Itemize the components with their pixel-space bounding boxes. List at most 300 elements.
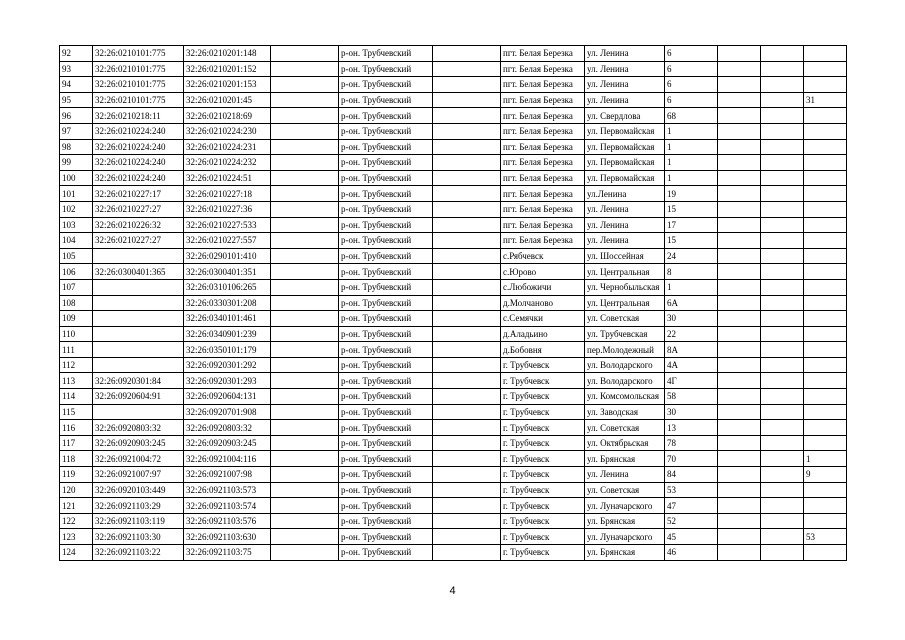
cadastral-number-cell: 32:26:0921103:573 — [184, 482, 271, 498]
previous-cadastral-number-cell: 32:26:0210101:775 — [93, 92, 184, 108]
house-number-cell: 24 — [665, 248, 718, 264]
blank-cell — [433, 123, 501, 139]
blank-cell — [761, 186, 804, 202]
number-cell — [804, 311, 847, 327]
blank-cell — [718, 264, 761, 280]
row-number-cell: 111 — [60, 342, 93, 358]
blank-cell — [433, 201, 501, 217]
blank-cell — [433, 248, 501, 264]
table-row — [60, 513, 847, 529]
previous-cadastral-number-cell: 32:26:0921103:29 — [93, 498, 184, 514]
locality-cell: д.Молчаново — [501, 295, 585, 311]
row-number-cell: 109 — [60, 311, 93, 327]
blank-cell — [433, 420, 501, 436]
district-cell: р-он. Трубчевский — [339, 311, 433, 327]
table-row — [60, 342, 847, 358]
street-cell: ул. Заводская — [585, 404, 665, 420]
cadastral-number-cell: 32:26:0210224:231 — [184, 139, 271, 155]
number-cell — [804, 186, 847, 202]
page-number: 4 — [449, 585, 456, 597]
locality-cell: пгт. Белая Березка — [501, 201, 585, 217]
number-cell — [804, 201, 847, 217]
house-number-cell: 78 — [665, 435, 718, 451]
number-cell — [804, 77, 847, 93]
district-cell: р-он. Трубчевский — [339, 61, 433, 77]
blank-cell — [433, 92, 501, 108]
blank-cell — [761, 513, 804, 529]
blank-cell — [761, 451, 804, 467]
street-cell: ул. Центральная — [585, 295, 665, 311]
row-number-cell: 98 — [60, 139, 93, 155]
street-cell: ул. Первомайская — [585, 155, 665, 171]
table-row — [60, 123, 847, 139]
district-cell: р-он. Трубчевский — [339, 201, 433, 217]
number-cell — [804, 545, 847, 561]
blank-cell — [718, 92, 761, 108]
number-cell — [804, 498, 847, 514]
blank-cell — [761, 435, 804, 451]
blank-cell — [718, 233, 761, 249]
district-cell: р-он. Трубчевский — [339, 545, 433, 561]
cadastral-number-cell: 32:26:0210201:45 — [184, 92, 271, 108]
blank-cell — [271, 264, 339, 280]
blank-cell — [761, 123, 804, 139]
locality-cell: пгт. Белая Березка — [501, 77, 585, 93]
blank-cell — [433, 326, 501, 342]
district-cell: р-он. Трубчевский — [339, 233, 433, 249]
number-cell — [804, 139, 847, 155]
blank-cell — [718, 46, 761, 62]
locality-cell: пгт. Белая Березка — [501, 217, 585, 233]
locality-cell: г. Трубчевск — [501, 529, 585, 545]
locality-cell: пгт. Белая Березка — [501, 123, 585, 139]
locality-cell: г. Трубчевск — [501, 435, 585, 451]
locality-cell: пгт. Белая Березка — [501, 233, 585, 249]
district-cell: р-он. Трубчевский — [339, 186, 433, 202]
number-cell — [804, 389, 847, 405]
blank-cell — [761, 61, 804, 77]
row-number-cell: 105 — [60, 248, 93, 264]
blank-cell — [718, 482, 761, 498]
district-cell: р-он. Трубчевский — [339, 467, 433, 483]
street-cell: ул. Советская — [585, 482, 665, 498]
street-cell: ул. Ленина — [585, 467, 665, 483]
locality-cell: с.Рябчевск — [501, 248, 585, 264]
house-number-cell: 30 — [665, 404, 718, 420]
blank-cell — [433, 451, 501, 467]
blank-cell — [271, 155, 339, 171]
blank-cell — [271, 545, 339, 561]
blank-cell — [718, 529, 761, 545]
table-row — [60, 389, 847, 405]
table-row — [60, 545, 847, 561]
blank-cell — [433, 373, 501, 389]
blank-cell — [718, 77, 761, 93]
table-row — [60, 295, 847, 311]
blank-cell — [271, 108, 339, 124]
house-number-cell: 8 — [665, 264, 718, 280]
row-number-cell: 94 — [60, 77, 93, 93]
house-number-cell: 58 — [665, 389, 718, 405]
table-row — [60, 233, 847, 249]
house-number-cell: 8А — [665, 342, 718, 358]
blank-cell — [433, 61, 501, 77]
house-number-cell: 15 — [665, 233, 718, 249]
blank-cell — [761, 201, 804, 217]
row-number-cell: 113 — [60, 373, 93, 389]
street-cell: ул.Ленина — [585, 186, 665, 202]
blank-cell — [761, 77, 804, 93]
number-cell — [804, 435, 847, 451]
blank-cell — [271, 170, 339, 186]
street-cell: ул. Брянская — [585, 451, 665, 467]
street-cell: ул. Советская — [585, 420, 665, 436]
blank-cell — [761, 139, 804, 155]
street-cell: ул. Чернобыльская — [585, 279, 665, 295]
street-cell: ул. Первомайская — [585, 139, 665, 155]
blank-cell — [761, 46, 804, 62]
blank-cell — [761, 482, 804, 498]
number-cell — [804, 373, 847, 389]
cadastral-number-cell: 32:26:0210201:148 — [184, 46, 271, 62]
locality-cell: с.Любожичи — [501, 279, 585, 295]
blank-cell — [761, 420, 804, 436]
blank-cell — [761, 342, 804, 358]
street-cell: ул. Комсомольская — [585, 389, 665, 405]
previous-cadastral-number-cell: 32:26:0300401:365 — [93, 264, 184, 280]
number-cell — [804, 279, 847, 295]
house-number-cell: 68 — [665, 108, 718, 124]
blank-cell — [761, 357, 804, 373]
blank-cell — [761, 233, 804, 249]
blank-cell — [761, 467, 804, 483]
previous-cadastral-number-cell: 32:26:0210224:240 — [93, 123, 184, 139]
number-cell — [804, 264, 847, 280]
district-cell: р-он. Трубчевский — [339, 482, 433, 498]
cadastral-number-cell: 32:26:0210227:533 — [184, 217, 271, 233]
previous-cadastral-number-cell: 32:26:0920103:449 — [93, 482, 184, 498]
house-number-cell: 6 — [665, 61, 718, 77]
table-row — [60, 498, 847, 514]
district-cell: р-он. Трубчевский — [339, 357, 433, 373]
house-number-cell: 52 — [665, 513, 718, 529]
blank-cell — [433, 155, 501, 171]
house-number-cell: 45 — [665, 529, 718, 545]
number-cell — [804, 326, 847, 342]
blank-cell — [761, 155, 804, 171]
district-cell: р-он. Трубчевский — [339, 123, 433, 139]
cadastral-number-cell: 32:26:0340101:461 — [184, 311, 271, 327]
cadastral-number-cell: 32:26:0920301:292 — [184, 357, 271, 373]
cadastral-number-cell: 32:26:0350101:179 — [184, 342, 271, 358]
blank-cell — [271, 357, 339, 373]
cadastral-number-cell: 32:26:0340901:239 — [184, 326, 271, 342]
property-table — [59, 45, 847, 561]
table-row — [60, 186, 847, 202]
house-number-cell: 1 — [665, 155, 718, 171]
previous-cadastral-number-cell — [93, 295, 184, 311]
number-cell — [804, 342, 847, 358]
blank-cell — [433, 264, 501, 280]
blank-cell — [271, 404, 339, 420]
locality-cell: пгт. Белая Березка — [501, 186, 585, 202]
cadastral-number-cell: 32:26:0210227:36 — [184, 201, 271, 217]
house-number-cell: 84 — [665, 467, 718, 483]
previous-cadastral-number-cell — [93, 342, 184, 358]
row-number-cell: 112 — [60, 357, 93, 373]
number-cell — [804, 248, 847, 264]
row-number-cell: 116 — [60, 420, 93, 436]
number-cell — [804, 217, 847, 233]
row-number-cell: 107 — [60, 279, 93, 295]
locality-cell: пгт. Белая Березка — [501, 155, 585, 171]
house-number-cell: 30 — [665, 311, 718, 327]
cadastral-number-cell: 32:26:0921103:75 — [184, 545, 271, 561]
previous-cadastral-number-cell: 32:26:0210101:775 — [93, 61, 184, 77]
blank-cell — [718, 357, 761, 373]
number-cell — [804, 513, 847, 529]
blank-cell — [433, 46, 501, 62]
blank-cell — [761, 279, 804, 295]
street-cell: ул. Ленина — [585, 46, 665, 62]
blank-cell — [718, 170, 761, 186]
district-cell: р-он. Трубчевский — [339, 451, 433, 467]
district-cell: р-он. Трубчевский — [339, 77, 433, 93]
blank-cell — [433, 389, 501, 405]
previous-cadastral-number-cell: 32:26:0920903:245 — [93, 435, 184, 451]
previous-cadastral-number-cell — [93, 404, 184, 420]
street-cell: пер.Молодежный — [585, 342, 665, 358]
cadastral-number-cell: 32:26:0921007:98 — [184, 467, 271, 483]
number-cell — [804, 482, 847, 498]
blank-cell — [271, 311, 339, 327]
row-number-cell: 97 — [60, 123, 93, 139]
table-row — [60, 311, 847, 327]
blank-cell — [433, 295, 501, 311]
table-row — [60, 264, 847, 280]
number-cell — [804, 46, 847, 62]
previous-cadastral-number-cell: 32:26:0921007:97 — [93, 467, 184, 483]
table-body — [60, 46, 847, 561]
cadastral-number-cell: 32:26:0300401:351 — [184, 264, 271, 280]
table-row — [60, 108, 847, 124]
blank-cell — [433, 186, 501, 202]
street-cell: ул. Ленина — [585, 217, 665, 233]
blank-cell — [718, 451, 761, 467]
blank-cell — [271, 451, 339, 467]
blank-cell — [271, 139, 339, 155]
blank-cell — [761, 326, 804, 342]
cadastral-number-cell: 32:26:0210227:18 — [184, 186, 271, 202]
cadastral-number-cell: 32:26:0920301:293 — [184, 373, 271, 389]
district-cell: р-он. Трубчевский — [339, 373, 433, 389]
blank-cell — [718, 295, 761, 311]
blank-cell — [271, 326, 339, 342]
table-row — [60, 92, 847, 108]
blank-cell — [271, 233, 339, 249]
cadastral-number-cell: 32:26:0210224:230 — [184, 123, 271, 139]
table-row — [60, 326, 847, 342]
street-cell: ул. Шоссейная — [585, 248, 665, 264]
blank-cell — [718, 420, 761, 436]
blank-cell — [433, 139, 501, 155]
cadastral-number-cell: 32:26:0920604:131 — [184, 389, 271, 405]
district-cell: р-он. Трубчевский — [339, 529, 433, 545]
district-cell: р-он. Трубчевский — [339, 46, 433, 62]
row-number-cell: 119 — [60, 467, 93, 483]
cadastral-number-cell: 32:26:0290101:410 — [184, 248, 271, 264]
previous-cadastral-number-cell: 32:26:0920604:91 — [93, 389, 184, 405]
locality-cell: пгт. Белая Березка — [501, 170, 585, 186]
blank-cell — [433, 77, 501, 93]
blank-cell — [433, 482, 501, 498]
previous-cadastral-number-cell: 32:26:0210227:17 — [93, 186, 184, 202]
table-row — [60, 404, 847, 420]
district-cell: р-он. Трубчевский — [339, 389, 433, 405]
number-cell — [804, 295, 847, 311]
row-number-cell: 122 — [60, 513, 93, 529]
blank-cell — [718, 373, 761, 389]
row-number-cell: 120 — [60, 482, 93, 498]
previous-cadastral-number-cell — [93, 311, 184, 327]
previous-cadastral-number-cell: 32:26:0921103:30 — [93, 529, 184, 545]
number-cell: 1 — [804, 451, 847, 467]
table-row — [60, 279, 847, 295]
blank-cell — [718, 404, 761, 420]
street-cell: ул. Брянская — [585, 513, 665, 529]
district-cell: р-он. Трубчевский — [339, 248, 433, 264]
locality-cell: с.Юрово — [501, 264, 585, 280]
locality-cell: с.Семячки — [501, 311, 585, 327]
cadastral-number-cell: 32:26:0921004:116 — [184, 451, 271, 467]
locality-cell: г. Трубчевск — [501, 404, 585, 420]
number-cell: 53 — [804, 529, 847, 545]
house-number-cell: 15 — [665, 201, 718, 217]
previous-cadastral-number-cell: 32:26:0210227:27 — [93, 201, 184, 217]
previous-cadastral-number-cell — [93, 357, 184, 373]
locality-cell: г. Трубчевск — [501, 467, 585, 483]
blank-cell — [718, 342, 761, 358]
street-cell: ул. Центральная — [585, 264, 665, 280]
blank-cell — [433, 279, 501, 295]
blank-cell — [718, 217, 761, 233]
table-row — [60, 482, 847, 498]
row-number-cell: 99 — [60, 155, 93, 171]
blank-cell — [761, 529, 804, 545]
previous-cadastral-number-cell: 32:26:0921103:119 — [93, 513, 184, 529]
locality-cell: г. Трубчевск — [501, 389, 585, 405]
district-cell: р-он. Трубчевский — [339, 295, 433, 311]
table-row — [60, 451, 847, 467]
house-number-cell: 53 — [665, 482, 718, 498]
street-cell: ул. Первомайская — [585, 170, 665, 186]
blank-cell — [433, 513, 501, 529]
locality-cell: г. Трубчевск — [501, 545, 585, 561]
blank-cell — [718, 248, 761, 264]
row-number-cell: 118 — [60, 451, 93, 467]
table-row — [60, 46, 847, 62]
house-number-cell: 17 — [665, 217, 718, 233]
row-number-cell: 96 — [60, 108, 93, 124]
district-cell: р-он. Трубчевский — [339, 170, 433, 186]
blank-cell — [433, 233, 501, 249]
blank-cell — [761, 404, 804, 420]
blank-cell — [271, 248, 339, 264]
locality-cell: пгт. Белая Березка — [501, 61, 585, 77]
locality-cell: г. Трубчевск — [501, 420, 585, 436]
number-cell — [804, 170, 847, 186]
row-number-cell: 100 — [60, 170, 93, 186]
blank-cell — [718, 61, 761, 77]
blank-cell — [718, 155, 761, 171]
district-cell: р-он. Трубчевский — [339, 404, 433, 420]
cadastral-number-cell: 32:26:0920903:245 — [184, 435, 271, 451]
blank-cell — [433, 357, 501, 373]
table-row — [60, 248, 847, 264]
blank-cell — [271, 513, 339, 529]
previous-cadastral-number-cell: 32:26:0210224:240 — [93, 170, 184, 186]
previous-cadastral-number-cell — [93, 248, 184, 264]
table-row — [60, 77, 847, 93]
blank-cell — [718, 108, 761, 124]
blank-cell — [718, 513, 761, 529]
previous-cadastral-number-cell: 32:26:0921004:72 — [93, 451, 184, 467]
blank-cell — [718, 545, 761, 561]
locality-cell: г. Трубчевск — [501, 513, 585, 529]
previous-cadastral-number-cell: 32:26:0921103:22 — [93, 545, 184, 561]
blank-cell — [271, 467, 339, 483]
blank-cell — [718, 467, 761, 483]
district-cell: р-он. Трубчевский — [339, 326, 433, 342]
locality-cell: пгт. Белая Березка — [501, 92, 585, 108]
blank-cell — [271, 123, 339, 139]
cadastral-number-cell: 32:26:0210201:152 — [184, 61, 271, 77]
previous-cadastral-number-cell: 32:26:0210101:775 — [93, 46, 184, 62]
blank-cell — [433, 435, 501, 451]
district-cell: р-он. Трубчевский — [339, 264, 433, 280]
locality-cell: пгт. Белая Березка — [501, 139, 585, 155]
cadastral-number-cell: 32:26:0330301:208 — [184, 295, 271, 311]
row-number-cell: 115 — [60, 404, 93, 420]
number-cell — [804, 155, 847, 171]
blank-cell — [433, 217, 501, 233]
blank-cell — [271, 420, 339, 436]
house-number-cell: 6А — [665, 295, 718, 311]
previous-cadastral-number-cell: 32:26:0210224:240 — [93, 155, 184, 171]
cadastral-number-cell: 32:26:0210224:232 — [184, 155, 271, 171]
street-cell: ул. Брянская — [585, 545, 665, 561]
cadastral-number-cell: 32:26:0921103:574 — [184, 498, 271, 514]
row-number-cell: 92 — [60, 46, 93, 62]
row-number-cell: 123 — [60, 529, 93, 545]
blank-cell — [433, 311, 501, 327]
blank-cell — [433, 498, 501, 514]
blank-cell — [271, 498, 339, 514]
locality-cell: г. Трубчевск — [501, 357, 585, 373]
row-number-cell: 101 — [60, 186, 93, 202]
row-number-cell: 102 — [60, 201, 93, 217]
row-number-cell: 117 — [60, 435, 93, 451]
street-cell: ул. Ленина — [585, 201, 665, 217]
street-cell: ул. Октябрьская — [585, 435, 665, 451]
locality-cell: пгт. Белая Березка — [501, 108, 585, 124]
blank-cell — [761, 217, 804, 233]
street-cell: ул. Луначарского — [585, 498, 665, 514]
previous-cadastral-number-cell: 32:26:0210218:11 — [93, 108, 184, 124]
number-cell — [804, 404, 847, 420]
house-number-cell: 47 — [665, 498, 718, 514]
blank-cell — [271, 435, 339, 451]
